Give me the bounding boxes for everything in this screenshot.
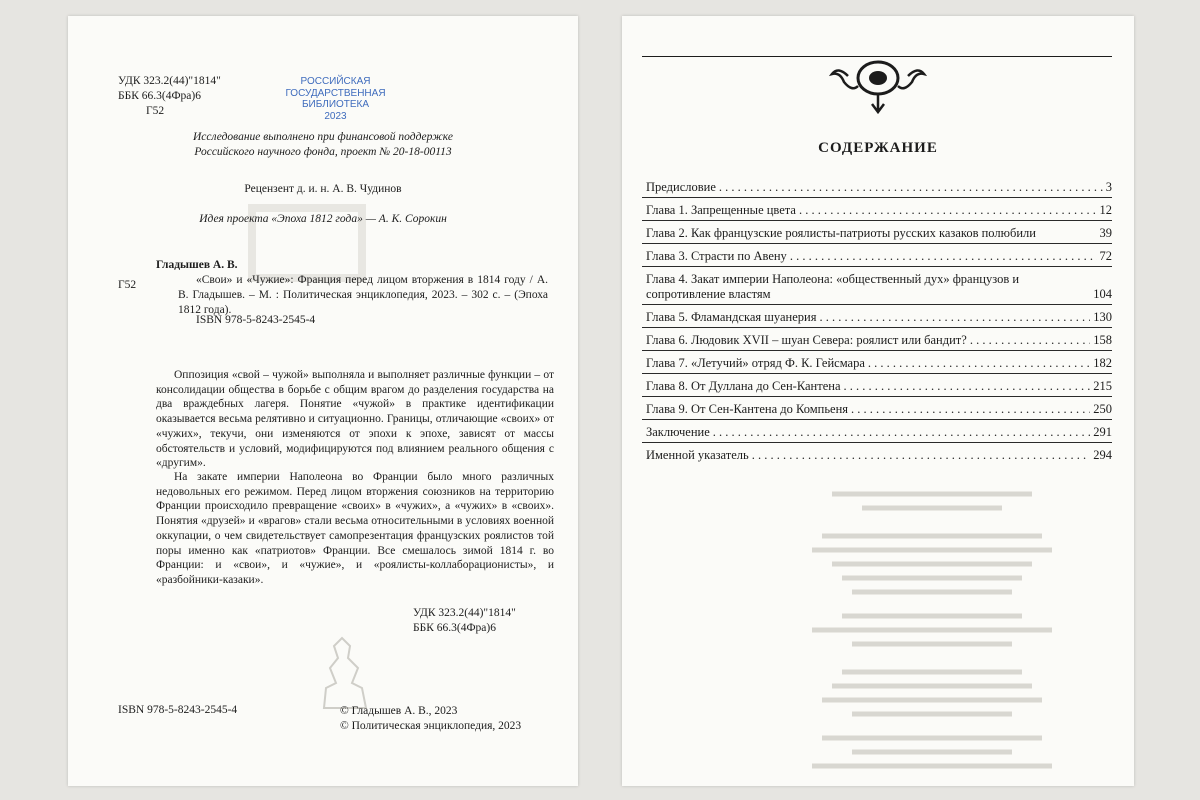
udk-bottom-block xyxy=(413,606,516,636)
stamp-line: ГОСУДАРСТВЕННАЯ xyxy=(285,87,386,99)
left-page xyxy=(68,16,578,786)
copyright-block xyxy=(340,704,521,734)
entry-g52: Г52 xyxy=(118,279,137,291)
toc-leader-dots xyxy=(799,203,1097,218)
udk-code: УДК 323.2(44)"1814" xyxy=(118,75,221,87)
ornament-icon xyxy=(828,52,928,118)
toc-item-page: 294 xyxy=(1093,448,1112,462)
toc-item-page: 72 xyxy=(1099,249,1112,263)
bbk-code-bottom: ББК 66.3(4Фра)6 xyxy=(413,622,496,634)
toc-row[interactable] xyxy=(642,443,1112,465)
toc-item-title: Глава 4. Закат империи Наполеона: «общественный дух» французов и сопротивление властям xyxy=(646,272,1020,301)
toc-leader-dots xyxy=(844,379,1091,394)
toc-item-page: 182 xyxy=(1093,356,1112,370)
toc-leader-dots xyxy=(790,249,1097,264)
faint-lines-graphic xyxy=(792,486,1072,776)
toc-row[interactable] xyxy=(642,175,1112,198)
toc-item-title: Глава 1. Запрещенные цвета xyxy=(646,203,796,217)
toc-item-title: Глава 2. Как французские роялисты-патриоты русских казаков полюбили xyxy=(646,226,1036,240)
toc-item-page: 291 xyxy=(1093,425,1112,439)
copyright-author: © Гладышев А. В., 2023 xyxy=(340,705,458,717)
toc-heading: СОДЕРЖАНИЕ xyxy=(818,140,938,156)
entry-description: «Свои» и «Чужие»: Франция перед лицом вторжения в 1814 году / А. В. Гладышев. – М. : Политическая энциклопедия, 2023. – 302 с. – (Эпоха 1812 года). xyxy=(178,274,548,316)
toc-item-title: Глава 8. От Дуллана до Сен-Кантена xyxy=(646,379,841,393)
stamp-line: РОССИЙСКАЯ xyxy=(300,76,371,87)
toc-row[interactable] xyxy=(642,267,1112,305)
toc-item-page: 250 xyxy=(1093,402,1112,416)
annotation-paragraph-2: На закате империи Наполеона во Франции было много различных недовольных его режимом. Перед лицом вторжения союзников на территорию Франции происходило превращение «своих» в «чужих», а «чужих» в «своих». Понятия «друзей» и «врагов» стали весьма относительными в условиях военной оккупации, о чем свидетельствует самопрезентация французских роялистов той поры именно как «патриотов» Франции. Все смешалось зимой 1814 г. во Франции: и «свои», и «чужие», и «роялисты-коллаборационисты», и «разбойники-казаки». xyxy=(156,471,554,586)
toc-item-title: Глава 6. Людовик XVII – шуан Севера: роялист или бандит? xyxy=(646,333,967,347)
toc-item-page: 3 xyxy=(1105,180,1112,194)
toc-leader-dots xyxy=(713,425,1091,440)
isbn: ISBN 978-5-8243-2545-4 xyxy=(196,314,316,326)
toc-row[interactable] xyxy=(642,374,1112,397)
toc-row[interactable] xyxy=(642,397,1112,420)
toc-item-title: Глава 7. «Летучий» отряд Ф. К. Гейсмара xyxy=(646,356,865,370)
toc-leader-dots xyxy=(719,180,1103,195)
toc-leader-dots xyxy=(752,448,1091,463)
toc-row[interactable] xyxy=(642,244,1112,267)
show-through-imprint xyxy=(792,486,1072,780)
toc-item-title: Предисловие xyxy=(646,180,716,194)
funding-line: Российского научного фонда, проект № 20-18-00113 xyxy=(194,146,452,158)
right-page xyxy=(622,16,1134,786)
toc-row[interactable] xyxy=(642,328,1112,351)
toc-leader-dots xyxy=(819,310,1090,325)
toc-item-title: Глава 3. Страсти по Авену xyxy=(646,249,787,263)
toc-item-title: Заключение xyxy=(646,425,710,439)
catalog-entry xyxy=(156,258,548,318)
entry-author: Гладышев А. В. xyxy=(156,259,238,271)
toc-row[interactable] xyxy=(642,305,1112,328)
annotation-paragraph-1: Оппозиция «свой – чужой» выполняла и выполняет различные функции – от консолидации общества в борьбе с общим врагом до разделения государства на два враждебных лагеря. Понятие «чужой» в практике идентификации оказывается весьма релятивно и ситуационно. Границы, отличающие «своих» от «чужих», текучи, они изменяются от эпохи к эпохе, зависят от массы обстоятельств и условий, модифицируются под влиянием реального общения с «другим». xyxy=(156,369,554,470)
toc-item-page: 215 xyxy=(1093,379,1112,393)
toc-item-page: 104 xyxy=(1093,287,1112,301)
toc-list xyxy=(642,175,1112,465)
stamp-line: 2023 xyxy=(324,110,347,122)
library-stamp xyxy=(268,76,403,122)
toc-item-title: Именной указатель xyxy=(646,448,749,462)
toc-item-page: 12 xyxy=(1099,203,1112,217)
toc-row[interactable] xyxy=(642,198,1112,221)
funding-line: Исследование выполнено при финансовой поддержке xyxy=(192,131,453,143)
isbn-bottom: ISBN 978-5-8243-2545-4 xyxy=(118,704,238,716)
toc-item-page: 158 xyxy=(1093,333,1112,347)
toc-leader-dots xyxy=(868,356,1090,371)
toc-item-title: Глава 9. От Сен-Кантена до Компьеня xyxy=(646,402,849,416)
bbk-code: ББК 66.3(4Фра)6 xyxy=(118,90,201,102)
toc-leader-dots xyxy=(851,402,1090,417)
udk-block xyxy=(118,74,221,119)
copyright-publisher: © Политическая энциклопедия, 2023 xyxy=(340,720,522,732)
udk-code-bottom: УДК 323.2(44)"1814" xyxy=(413,607,516,619)
toc-item-title: Глава 5. Фламандская шуанерия xyxy=(646,310,817,324)
toc-item-page: 39 xyxy=(1099,226,1112,240)
project-idea: Идея проекта «Эпоха 1812 года» — А. К. Сорокин xyxy=(199,213,447,225)
toc-item-page: 130 xyxy=(1093,310,1112,324)
g52-code: Г52 xyxy=(146,105,165,117)
stamp-line: БИБЛИОТЕКА xyxy=(301,99,370,110)
toc-leader-dots xyxy=(970,333,1090,348)
toc-row[interactable] xyxy=(642,221,1112,244)
toc-row[interactable] xyxy=(642,420,1112,443)
reviewer: Рецензент д. и. н. А. В. Чудинов xyxy=(244,183,402,195)
funding-note xyxy=(108,130,538,160)
toc-row[interactable] xyxy=(642,351,1112,374)
